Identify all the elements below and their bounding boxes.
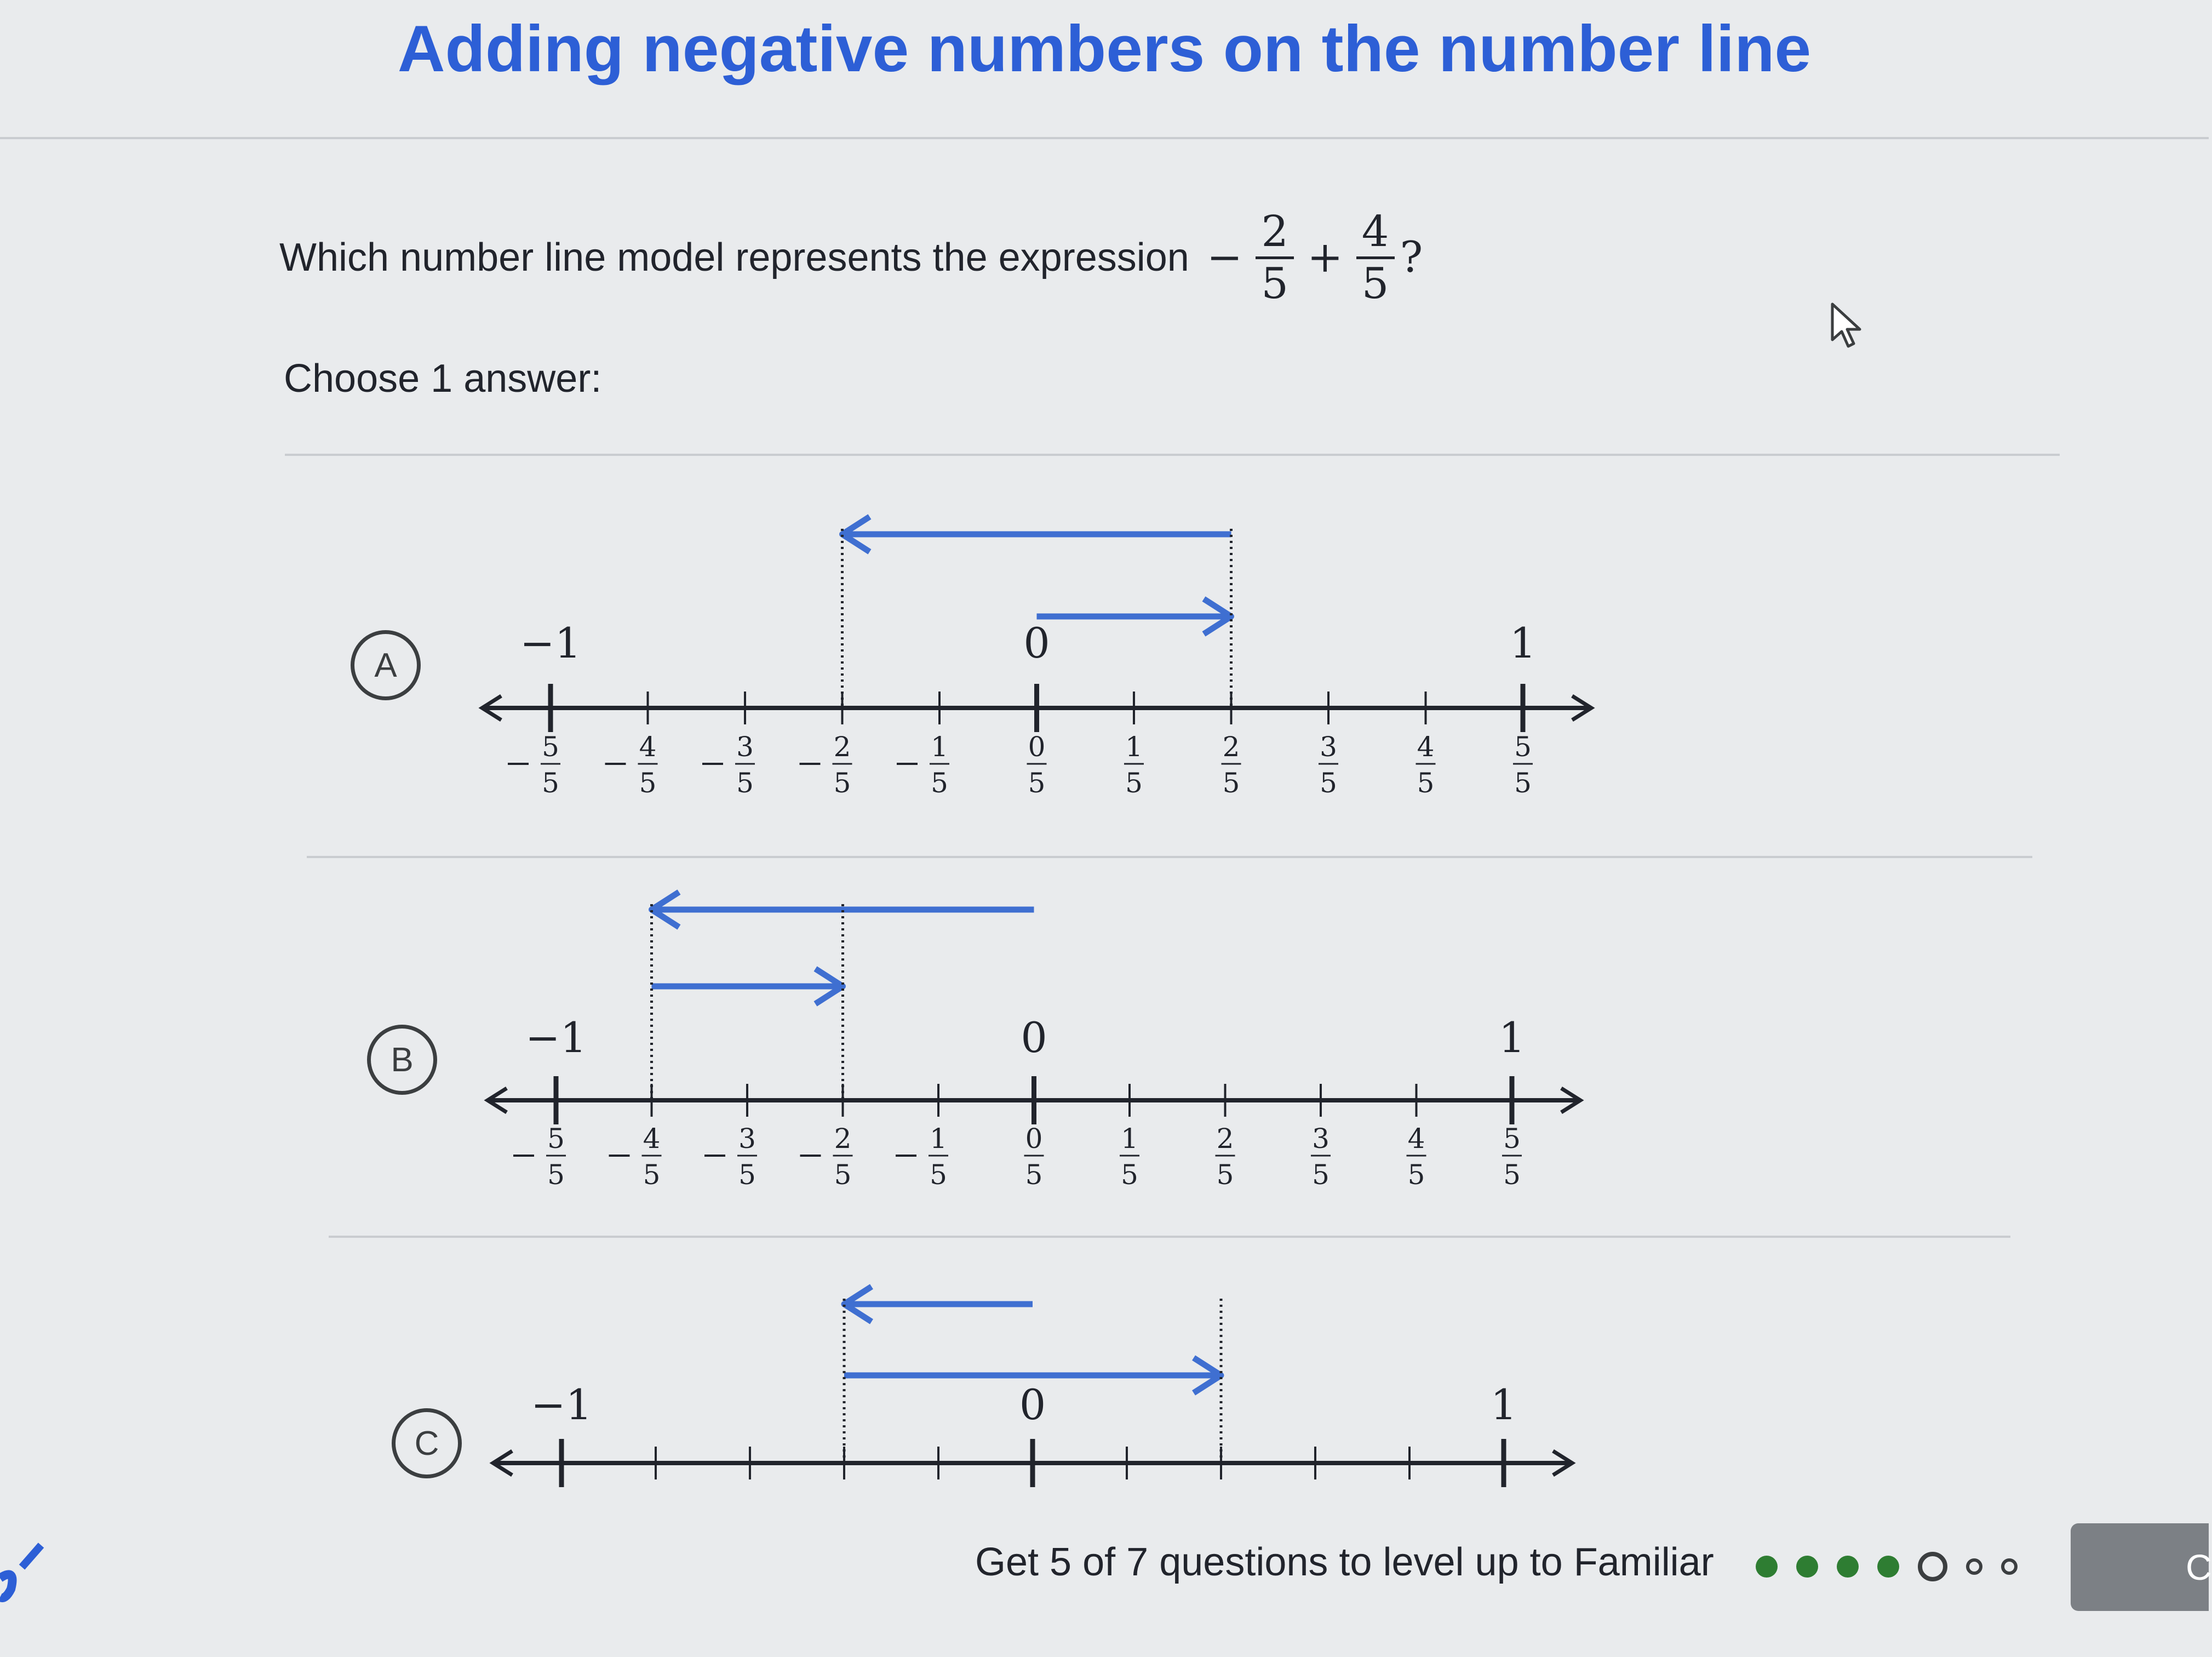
choice-a-divider xyxy=(307,856,2032,858)
tick-fraction-label xyxy=(1216,1123,1235,1191)
tick-numerator: 1 xyxy=(931,731,948,763)
answer-choice-b[interactable] xyxy=(164,877,2038,1233)
axis-main-label: 0 xyxy=(1019,1380,1046,1429)
progress-dot-current xyxy=(1918,1552,1947,1581)
answer-choice-c[interactable] xyxy=(164,1255,2038,1518)
tick-numerator: 4 xyxy=(639,731,657,763)
tick-numerator: 0 xyxy=(1025,1123,1043,1155)
tick-numerator: 1 xyxy=(1125,731,1143,763)
tick-denominator: 5 xyxy=(1320,767,1337,799)
tick-fraction-label xyxy=(605,731,658,799)
title-divider xyxy=(0,137,2209,139)
tick-fraction-label xyxy=(704,1123,757,1191)
tick-fraction-label xyxy=(1513,731,1533,799)
tick-denominator: 5 xyxy=(1503,1159,1521,1191)
choices-top-divider xyxy=(285,454,2060,456)
axis-main-label: 1 xyxy=(1490,1380,1517,1429)
tick-denominator: 5 xyxy=(834,1159,852,1191)
number-line-c xyxy=(164,1255,2038,1518)
tick-denominator: 5 xyxy=(1312,1159,1330,1191)
tick-denominator: 5 xyxy=(930,1159,947,1191)
tick-numerator: 3 xyxy=(1312,1123,1330,1155)
axis-main-label: −1 xyxy=(525,1013,587,1062)
tick-fraction-label xyxy=(513,1123,566,1191)
choose-instruction: Choose 1 answer: xyxy=(284,357,602,401)
tick-fraction-label xyxy=(702,731,755,799)
question-expression xyxy=(1199,207,1423,308)
tick-fraction-label xyxy=(1027,731,1047,799)
axis-main-label: −1 xyxy=(530,1380,593,1429)
tick-fraction-label xyxy=(1024,1123,1044,1191)
tick-denominator: 5 xyxy=(542,767,559,799)
check-button[interactable]: C xyxy=(2071,1523,2209,1611)
tick-numerator: 5 xyxy=(1503,1123,1521,1155)
tick-denominator: 5 xyxy=(547,1159,565,1191)
tick-numerator: 2 xyxy=(833,731,851,763)
expression-negative-sign: − xyxy=(1206,233,1243,282)
tick-fraction-label xyxy=(1311,1123,1331,1191)
number-line-b xyxy=(164,877,2038,1233)
tick-fraction-label xyxy=(609,1123,662,1191)
brand-mark-icon xyxy=(0,1545,55,1605)
choice-c-letter: C xyxy=(392,1408,462,1478)
tick-fraction-label xyxy=(1222,731,1241,799)
tick-denominator: 5 xyxy=(1417,767,1435,799)
progress-dots xyxy=(1756,1552,2036,1581)
fraction-1-numerator: 2 xyxy=(1261,207,1288,256)
tick-numerator: 4 xyxy=(643,1123,661,1155)
tick-fraction-label xyxy=(1407,1123,1426,1191)
tick-numerator: 1 xyxy=(1121,1123,1138,1155)
page-title: Adding negative numbers on the number line xyxy=(397,12,1812,85)
tick-fraction-label xyxy=(1124,731,1144,799)
axis-main-label: 1 xyxy=(1509,619,1537,667)
tick-denominator: 5 xyxy=(1121,1159,1138,1191)
tick-fraction-label xyxy=(1416,731,1436,799)
axis-main-label: 0 xyxy=(1021,1013,1047,1062)
tick-numerator: 4 xyxy=(1417,731,1435,763)
tick-numerator: 2 xyxy=(1216,1123,1234,1155)
tick-denominator: 5 xyxy=(931,767,948,799)
tick-denominator: 5 xyxy=(1514,767,1532,799)
progress-dot-done xyxy=(1756,1556,1778,1578)
choice-b-letter: B xyxy=(367,1025,437,1095)
expression-question-mark: ? xyxy=(1400,233,1423,282)
tick-fraction-label xyxy=(1319,731,1338,799)
progress-dot-todo xyxy=(2001,1558,2018,1575)
tick-fraction-label xyxy=(896,1123,948,1191)
footer-bar xyxy=(0,1507,2212,1657)
tick-numerator: 5 xyxy=(542,731,559,763)
tick-fraction-label xyxy=(1502,1123,1522,1191)
axis-main-label: 1 xyxy=(1498,1013,1526,1062)
tick-numerator: 3 xyxy=(1320,731,1337,763)
progress-dot-done xyxy=(1877,1556,1899,1578)
tick-denominator: 5 xyxy=(736,767,754,799)
tick-numerator: 5 xyxy=(1514,731,1532,763)
tick-numerator: 5 xyxy=(547,1123,565,1155)
progress-dot-done xyxy=(1796,1556,1818,1578)
question-text: Which number line model represents the expression xyxy=(279,236,1189,279)
fraction-2-denominator: 5 xyxy=(1361,259,1389,308)
tick-fraction-label xyxy=(508,731,560,799)
level-up-progress-text: Get 5 of 7 questions to level up to Familiar xyxy=(975,1540,1714,1584)
tick-denominator: 5 xyxy=(639,767,657,799)
tick-numerator: 1 xyxy=(930,1123,947,1155)
tick-denominator: 5 xyxy=(1216,1159,1234,1191)
tick-denominator: 5 xyxy=(1028,767,1046,799)
cursor-arrow-icon xyxy=(1830,301,1868,351)
tick-denominator: 5 xyxy=(1025,1159,1043,1191)
choice-b-divider xyxy=(329,1236,2010,1238)
tick-numerator: 3 xyxy=(738,1123,756,1155)
number-line-a xyxy=(164,482,2038,855)
tick-numerator: 3 xyxy=(736,731,754,763)
progress-dot-todo xyxy=(1966,1558,1982,1575)
tick-denominator: 5 xyxy=(1407,1159,1425,1191)
tick-fraction-label xyxy=(800,1123,853,1191)
axis-main-label: 0 xyxy=(1023,619,1050,667)
fraction-2-numerator: 4 xyxy=(1361,207,1389,256)
tick-fraction-label xyxy=(1120,1123,1139,1191)
progress-dot-done xyxy=(1837,1556,1859,1578)
answer-choice-a[interactable] xyxy=(164,482,2038,855)
axis-main-label: −1 xyxy=(519,619,582,667)
choice-a-letter: A xyxy=(351,630,421,700)
expression-fraction-2 xyxy=(1356,207,1395,308)
tick-numerator: 4 xyxy=(1407,1123,1425,1155)
tick-fraction-label xyxy=(897,731,949,799)
expression-operator: + xyxy=(1307,233,1343,282)
tick-denominator: 5 xyxy=(833,767,851,799)
fraction-1-denominator: 5 xyxy=(1261,259,1288,308)
tick-numerator: 0 xyxy=(1028,731,1046,763)
tick-numerator: 2 xyxy=(1222,731,1240,763)
tick-denominator: 5 xyxy=(643,1159,661,1191)
tick-fraction-label xyxy=(800,731,852,799)
question-prompt xyxy=(279,208,1423,307)
expression-fraction-1 xyxy=(1256,207,1294,308)
tick-denominator: 5 xyxy=(1125,767,1143,799)
tick-denominator: 5 xyxy=(1222,767,1240,799)
tick-numerator: 2 xyxy=(834,1123,852,1155)
tick-denominator: 5 xyxy=(738,1159,756,1191)
